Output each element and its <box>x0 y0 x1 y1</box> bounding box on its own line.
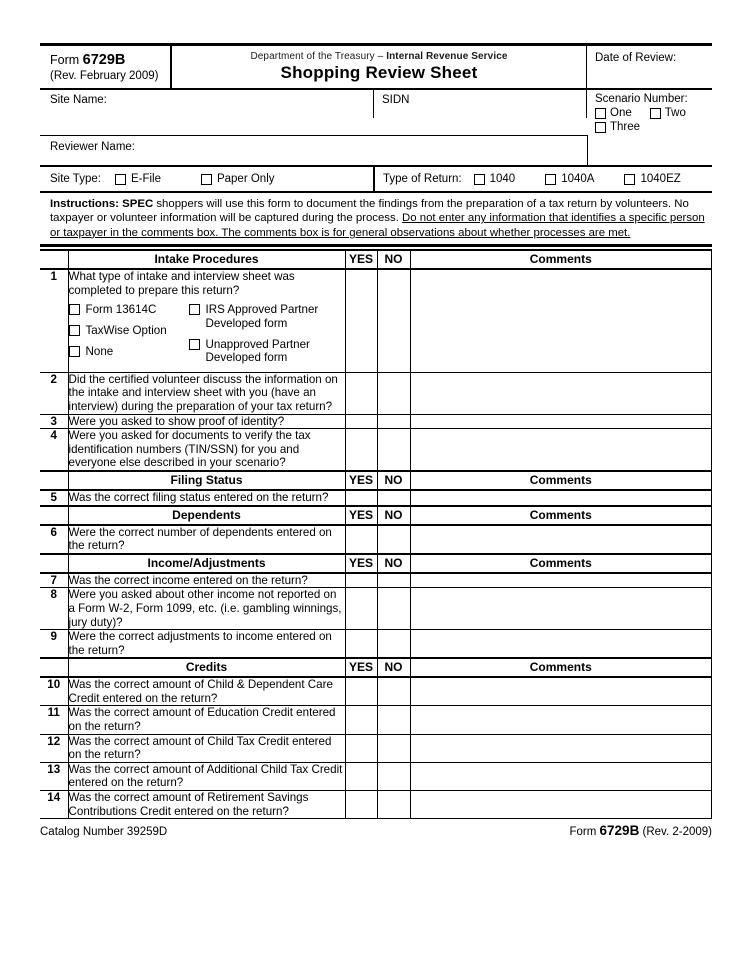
row-number: 13 <box>40 762 68 790</box>
catalog-number: Catalog Number 39259D <box>40 826 168 839</box>
no-cell[interactable] <box>377 269 410 372</box>
yes-cell[interactable] <box>345 734 377 762</box>
option-taxwise-label: TaxWise Option <box>85 324 167 337</box>
no-cell[interactable] <box>377 525 410 554</box>
header-third-row <box>40 135 712 165</box>
reviewer-name-cell[interactable] <box>40 135 588 165</box>
question-cell: Was the correct amount of Education Credit entered on the return? <box>68 706 345 734</box>
question-cell: Were you asked to show proof of identity? <box>68 414 345 429</box>
row-number: 5 <box>40 490 68 506</box>
checkbox-1040ez[interactable] <box>624 174 635 185</box>
yes-cell[interactable] <box>345 573 377 588</box>
section-title-filing-status: Filing Status <box>68 471 345 490</box>
return-option-1040-label: 1040 <box>489 173 516 185</box>
option-form-13614c-label: Form 13614C <box>85 303 157 317</box>
section-title-credits: Credits <box>68 658 345 677</box>
yes-cell[interactable] <box>345 630 377 659</box>
comments-cell[interactable] <box>410 706 712 734</box>
column-header-comments: Comments <box>410 250 712 269</box>
reviewer-name-label: Reviewer Name: <box>50 141 135 153</box>
instructions-block <box>40 193 712 247</box>
type-of-return-group <box>373 167 712 191</box>
table-row <box>40 490 712 506</box>
column-header-no: NO <box>377 250 410 269</box>
column-header-yes: YES <box>345 250 377 269</box>
comments-cell[interactable] <box>410 429 712 471</box>
yes-cell[interactable] <box>345 429 377 471</box>
question-cell: Were you asked about other income not reported on a Form W-2, Form 1099, etc. (i.e. gambling winnings, jury duty)? <box>68 588 345 630</box>
row-number: 1 <box>40 269 68 372</box>
yes-cell[interactable] <box>345 269 377 372</box>
section-header-row <box>40 471 712 490</box>
no-cell[interactable] <box>377 429 410 471</box>
page-title: Shopping Review Sheet <box>280 63 478 82</box>
question-cell: Were you asked for documents to verify the tax identification numbers (TIN/SSN) for you and everyone else described in your scenario? <box>68 429 345 471</box>
question-cell: Was the correct amount of Child Tax Credit entered on the return? <box>68 734 345 762</box>
department-text: Department of the Treasury – <box>250 51 387 62</box>
column-header-no: NO <box>377 554 410 573</box>
comments-cell[interactable] <box>410 630 712 659</box>
column-header-comments: Comments <box>410 554 712 573</box>
option-none-label: None <box>85 344 114 358</box>
scenario-options-row-1 <box>595 107 712 119</box>
section-header-row <box>40 658 712 677</box>
table-row <box>40 706 712 734</box>
section-spacer <box>40 658 68 677</box>
return-option-1040a[interactable] <box>545 173 594 185</box>
column-header-no: NO <box>377 471 410 490</box>
date-of-review-cell[interactable] <box>587 46 712 88</box>
yes-cell[interactable] <box>345 588 377 630</box>
question-text: What type of intake and interview sheet was completed to prepare this return? <box>68 270 295 297</box>
option-irs-approved-partner[interactable] <box>189 303 345 330</box>
row-number: 7 <box>40 573 68 588</box>
row-number: 2 <box>40 372 68 414</box>
checkbox-unapproved-partner[interactable] <box>189 339 200 350</box>
section-title-income-adjustments: Income/Adjustments <box>68 554 345 573</box>
form-revision: (Rev. February 2009) <box>50 70 159 82</box>
comments-cell[interactable] <box>410 588 712 630</box>
yes-cell[interactable] <box>345 706 377 734</box>
row-number: 10 <box>40 677 68 706</box>
no-cell[interactable] <box>377 372 410 414</box>
row-number: 3 <box>40 414 68 429</box>
section-header-row <box>40 250 712 269</box>
checkbox-scenario-two[interactable] <box>650 108 661 119</box>
checkbox-1040a[interactable] <box>545 174 556 185</box>
site-type-option-paper-only-label: Paper Only <box>216 173 275 185</box>
yes-cell[interactable] <box>345 372 377 414</box>
row-number: 14 <box>40 791 68 819</box>
option-unapproved-partner[interactable] <box>189 338 345 365</box>
scenario-option-two-label: Two <box>664 107 686 119</box>
yes-cell[interactable] <box>345 414 377 429</box>
section-header-row <box>40 554 712 573</box>
instructions-bold-start: SPEC <box>118 198 154 210</box>
column-header-comments: Comments <box>410 471 712 490</box>
table-row <box>40 677 712 706</box>
comments-cell[interactable] <box>410 490 712 506</box>
header-top-row <box>40 46 712 88</box>
table-row <box>40 429 712 471</box>
column-header-yes: YES <box>345 554 377 573</box>
question-cell: Was the correct amount of Additional Child Tax Credit entered on the return? <box>68 762 345 790</box>
sidn-cell[interactable] <box>374 90 587 118</box>
checkbox-1040[interactable] <box>474 174 485 185</box>
table-row <box>40 269 712 372</box>
instructions-underlined: Do not enter any information that identifies a specific person or taxpayer in the comments box. The comments box is for general observations about whether processes are met. <box>50 212 705 239</box>
footer-form-label: Form <box>569 826 597 839</box>
comments-cell[interactable] <box>410 677 712 706</box>
yes-cell[interactable] <box>345 677 377 706</box>
section-spacer <box>40 554 68 573</box>
column-header-no: NO <box>377 506 410 525</box>
option-irs-approved-partner-label: IRS Approved Partner Developed form <box>205 303 319 330</box>
no-cell[interactable] <box>377 414 410 429</box>
column-header-yes: YES <box>345 506 377 525</box>
no-cell[interactable] <box>377 630 410 659</box>
column-header-yes: YES <box>345 658 377 677</box>
table-row <box>40 734 712 762</box>
option-none[interactable] <box>69 345 189 359</box>
table-row <box>40 588 712 630</box>
agency-text: Internal Revenue Service <box>386 51 508 62</box>
checkbox-scenario-one[interactable] <box>595 108 606 119</box>
question-cell: Was the correct filing status entered on the return? <box>68 490 345 506</box>
comments-cell[interactable] <box>410 525 712 554</box>
section-spacer <box>40 471 68 490</box>
footer-form-number: 6729B <box>599 823 640 839</box>
yes-cell[interactable] <box>345 525 377 554</box>
scenario-option-three-label: Three <box>610 121 641 133</box>
form-title-cell <box>172 46 587 88</box>
table-row <box>40 762 712 790</box>
yes-cell[interactable] <box>345 490 377 506</box>
row-number: 8 <box>40 588 68 630</box>
form-page <box>40 43 712 838</box>
form-footer <box>40 823 712 838</box>
scenario-label: Scenario Number: <box>595 93 688 105</box>
footer-form-identity <box>569 823 712 838</box>
return-option-1040ez[interactable] <box>624 173 680 185</box>
scenario-options-row-2 <box>595 121 712 133</box>
column-header-comments: Comments <box>410 506 712 525</box>
checklist-table <box>40 249 712 819</box>
checkbox-form-13614c[interactable] <box>69 304 80 315</box>
no-cell[interactable] <box>377 573 410 588</box>
comments-cell[interactable] <box>410 372 712 414</box>
return-option-1040[interactable] <box>474 173 516 185</box>
scenario-option-one-label: One <box>610 107 632 119</box>
question-1-options <box>69 303 345 371</box>
no-cell[interactable] <box>377 734 410 762</box>
comments-cell[interactable] <box>410 414 712 429</box>
site-type-row <box>40 165 712 193</box>
sidn-label: SIDN <box>382 94 410 106</box>
instructions-plain: shoppers will use this form to document the findings from the preparation of a tax return by volunteers. No taxpayer or volunteer information will be captured during the process. <box>50 198 689 225</box>
column-header-comments: Comments <box>410 658 712 677</box>
site-type-group <box>40 173 373 185</box>
no-cell[interactable] <box>377 791 410 819</box>
checklist-body <box>40 250 712 819</box>
return-option-1040ez-label: 1040EZ <box>640 173 681 185</box>
department-line <box>172 51 586 62</box>
instructions-lead: Instructions: <box>50 198 119 210</box>
no-cell[interactable] <box>377 588 410 630</box>
row-number: 12 <box>40 734 68 762</box>
section-title-dependents: Dependents <box>68 506 345 525</box>
checkbox-irs-approved-partner[interactable] <box>189 304 200 315</box>
yes-cell[interactable] <box>345 791 377 819</box>
table-row <box>40 414 712 429</box>
checkbox-paper-only[interactable] <box>201 174 212 185</box>
form-header <box>40 43 712 165</box>
column-header-no: NO <box>377 658 410 677</box>
row-number: 9 <box>40 630 68 659</box>
footer-form-revision: (Rev. 2-2009) <box>642 826 712 839</box>
site-type-option-efile-label: E-File <box>130 173 161 185</box>
site-type-option-efile[interactable] <box>115 173 161 185</box>
checkbox-efile[interactable] <box>115 174 126 185</box>
form-label: Form <box>50 53 80 67</box>
question-cell: Were the correct number of dependents entered on the return? <box>68 525 345 554</box>
site-type-option-paper-only[interactable] <box>201 173 275 185</box>
row-number: 6 <box>40 525 68 554</box>
section-header-row <box>40 506 712 525</box>
checkbox-none[interactable] <box>69 346 80 357</box>
option-form-13614c[interactable] <box>69 303 189 317</box>
yes-cell[interactable] <box>345 762 377 790</box>
question-1-options-left <box>69 303 189 371</box>
site-name-cell[interactable] <box>40 90 374 118</box>
table-row <box>40 372 712 414</box>
type-of-return-label: Type of Return: <box>383 173 462 185</box>
option-unapproved-partner-label: Unapproved Partner Developed form <box>205 337 310 365</box>
scenario-number-cell <box>587 90 712 135</box>
question-cell: Were the correct adjustments to income entered on the return? <box>68 630 345 659</box>
comments-cell[interactable] <box>410 734 712 762</box>
option-taxwise[interactable] <box>69 324 189 338</box>
return-option-1040a-label: 1040A <box>561 173 595 185</box>
comments-cell[interactable] <box>410 791 712 819</box>
question-1-options-right <box>189 303 345 371</box>
question-cell: Was the correct income entered on the return? <box>68 573 345 588</box>
comments-cell[interactable] <box>410 573 712 588</box>
table-row <box>40 791 712 819</box>
row-number: 11 <box>40 706 68 734</box>
scenario-continuation-cell <box>588 135 712 165</box>
checkbox-scenario-three[interactable] <box>595 122 606 133</box>
column-header-yes: YES <box>345 471 377 490</box>
date-of-review-label: Date of Review: <box>595 52 677 64</box>
form-number: 6729B <box>82 52 126 68</box>
question-cell: Was the correct amount of Retirement Savings Contributions Credit entered on the return? <box>68 791 345 819</box>
site-type-label: Site Type: <box>50 173 101 185</box>
comments-cell[interactable] <box>410 762 712 790</box>
checkbox-taxwise-option[interactable] <box>69 325 80 336</box>
table-row <box>40 630 712 659</box>
table-row <box>40 525 712 554</box>
no-cell[interactable] <box>377 490 410 506</box>
table-row <box>40 573 712 588</box>
site-name-label: Site Name: <box>50 94 107 106</box>
section-spacer <box>40 506 68 525</box>
no-cell[interactable] <box>377 706 410 734</box>
header-second-row <box>40 88 712 135</box>
comments-cell[interactable] <box>410 269 712 372</box>
section-spacer <box>40 250 68 269</box>
row-number: 4 <box>40 429 68 471</box>
no-cell[interactable] <box>377 762 410 790</box>
question-cell: Did the certified volunteer discuss the information on the intake and interview sheet with you (have an interview) during the preparation of your tax return? <box>68 372 345 414</box>
section-title-intake-procedures: Intake Procedures <box>68 250 345 269</box>
no-cell[interactable] <box>377 677 410 706</box>
question-cell: Was the correct amount of Child & Dependent Care Credit entered on the return? <box>68 677 345 706</box>
form-identity-cell <box>40 46 172 88</box>
question-cell <box>68 269 345 372</box>
form-number-line <box>50 52 170 68</box>
